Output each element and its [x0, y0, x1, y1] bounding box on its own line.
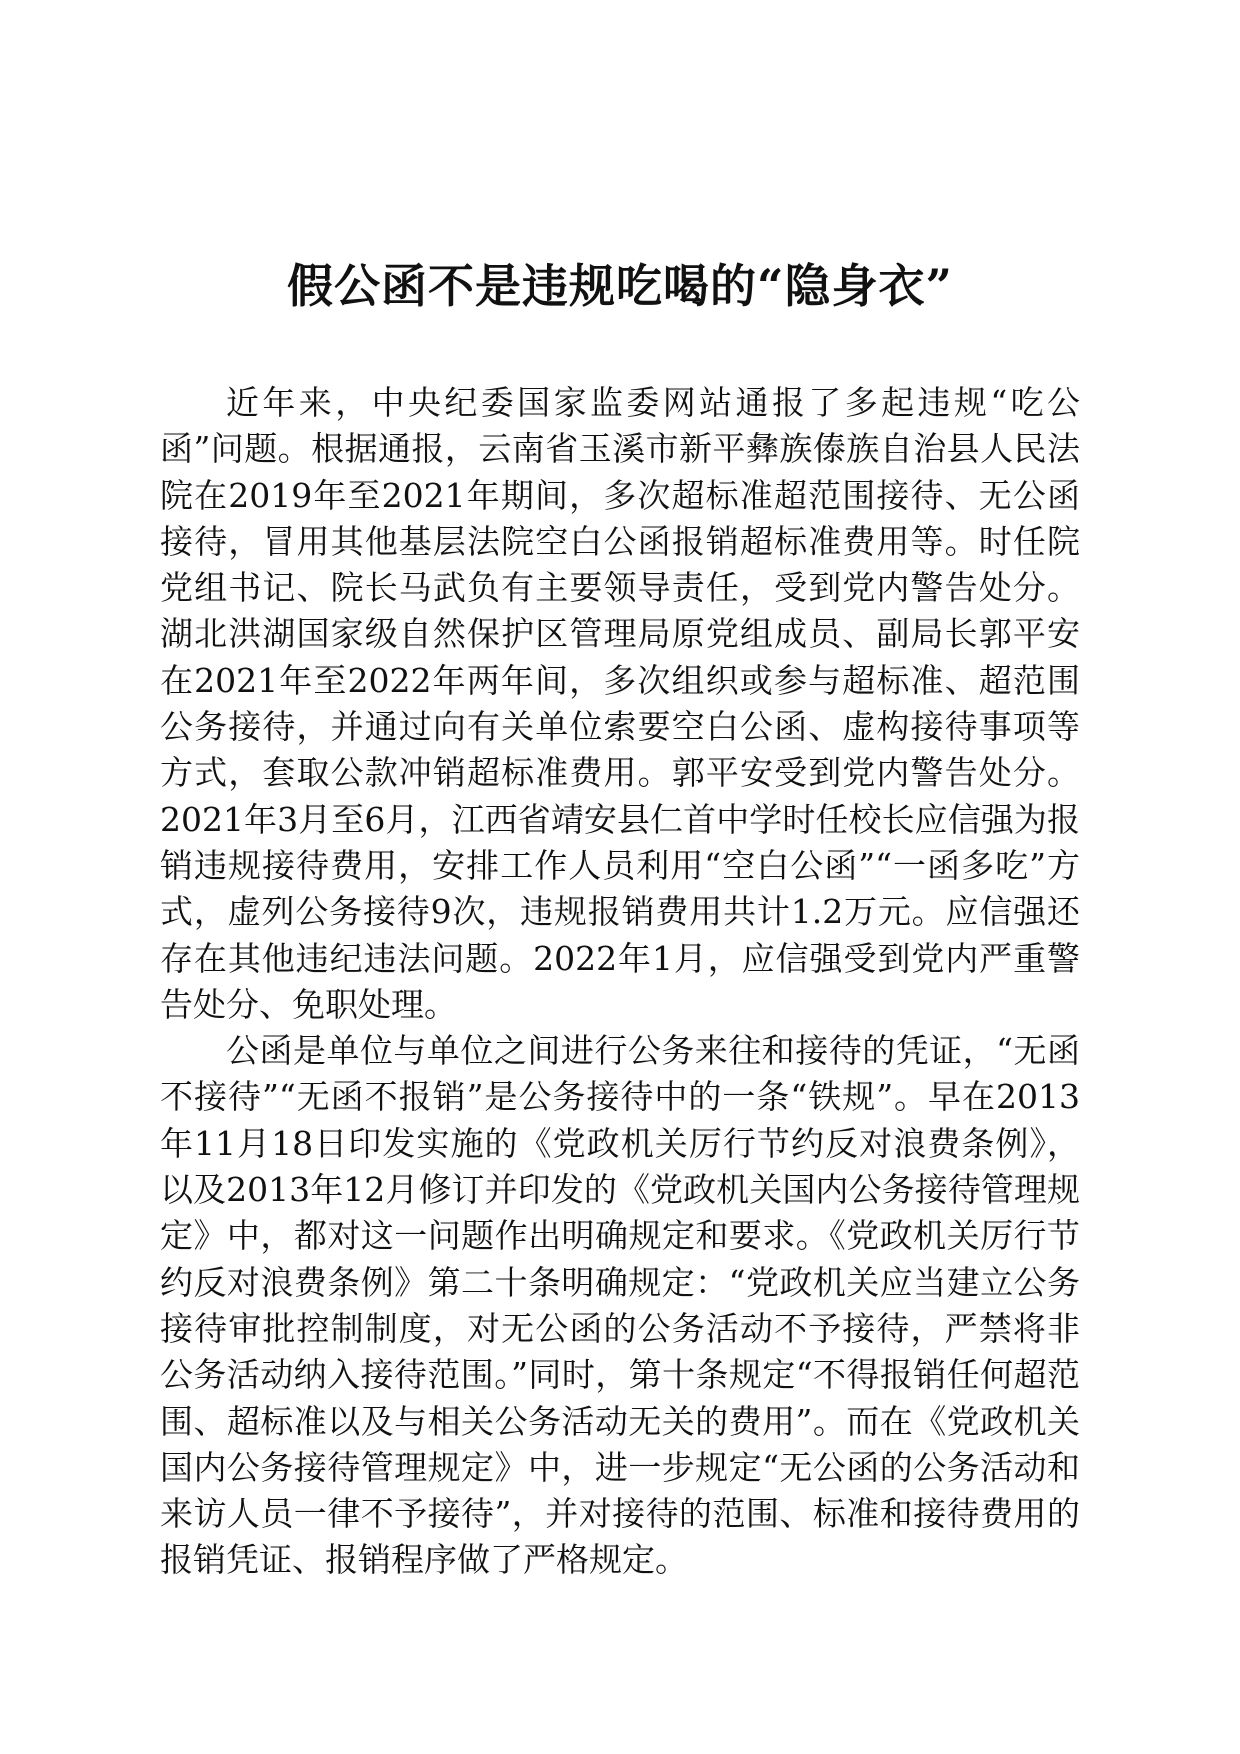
document-title: 假公函不是违规吃喝的“隐身衣” — [287, 259, 953, 313]
document-body — [160, 380, 1080, 1584]
paragraph-2: 公函是单位与单位之间进行公务来往和接待的凭证，“无函不接待”“无函不报销”是公务接待中的一条“铁规”。早在2013年11月18日印发实施的《党政机关厉行节约反对浪费条例》，以及2013年12月修订并印发的《党政机关国内公务接待管理规定》中，都对这一问题作出明确规定和要求。《党政机关厉行节约反对浪费条例》第二十条明确规定：“党政机关应当建立公务接待审批控制制度，对无公函的公务活动不予接待，严禁将非公务活动纳入接待范围。”同时，第十条规定“不得报销任何超范围、超标准以及与相关公务活动无关的费用”。而在《党政机关国内公务接待管理规定》中，进一步规定“无公函的公务活动和来访人员一律不予接待”，并对接待的范围、标准和接待费用的报销凭证、报销程序做了严格规定。 — [160, 1031, 1080, 1580]
paragraph-1: 近年来，中央纪委国家监委网站通报了多起违规“吃公函”问题。根据通报，云南省玉溪市新平彝族傣族自治县人民法院在2019年至2021年期间，多次超标准超范围接待、无公函接待，冒用其他基层法院空白公函报销超标准费用等。时任院党组书记、院长马武负有主要领导责任，受到党内警告处分。湖北洪湖国家级自然保护区管理局原党组成员、副局长郭平安在2021年至2022年两年间，多次组织或参与超标准、超范围公务接待，并通过向有关单位索要空白公函、虚构接待事项等方式，套取公款冲销超标准费用。郭平安受到党内警告处分。2021年3月至6月，江西省靖安县仁首中学时任校长应信强为报销违规接待费用，安排工作人员利用“空白公函”“一函多吃”方式，虚列公务接待9次，违规报销费用共计1.2万元。应信强还存在其他违纪违法问题。2022年1月，应信强受到党内严重警告处分、免职处理。 — [160, 383, 1080, 1024]
